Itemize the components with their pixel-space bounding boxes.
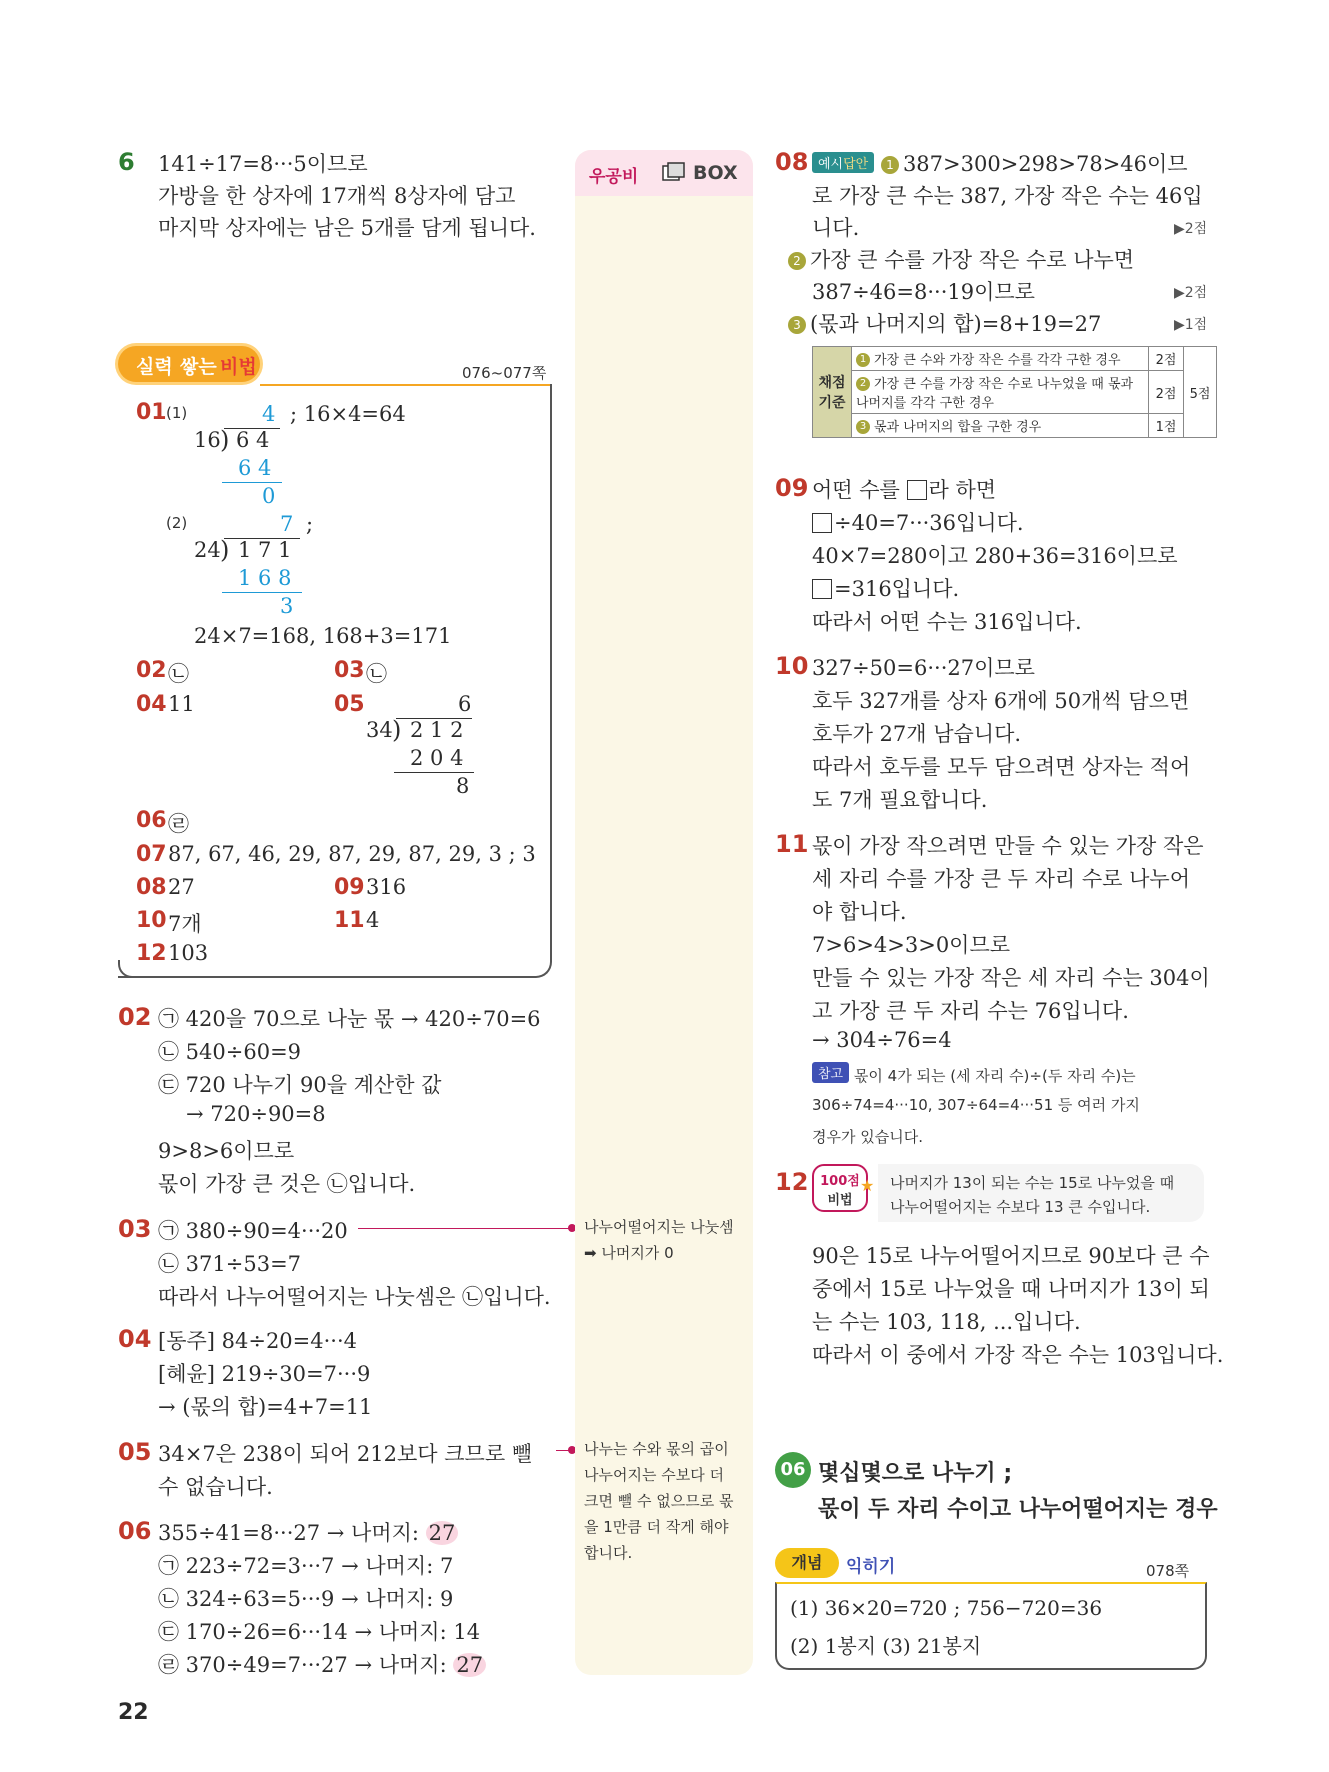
q-number: 01 bbox=[136, 400, 167, 425]
points: ▶2점 bbox=[1174, 285, 1208, 301]
reference-line: 306÷74=4···10, 307÷64=4···51 등 여러 가지 bbox=[812, 1096, 1140, 1114]
page-ref: 076~077쪽 bbox=[462, 364, 547, 382]
step-circle: 2 bbox=[856, 377, 870, 391]
note-line: 크면 뺄 수 없으므로 몫 bbox=[584, 1492, 734, 1510]
side-note bbox=[584, 1436, 733, 1566]
text-line: 호두가 27개 남습니다. bbox=[812, 722, 1022, 746]
note-line: 나누어떨어지는 나눗셈 bbox=[584, 1218, 734, 1236]
step-circle: 2 bbox=[788, 252, 806, 270]
answer: ㉣ bbox=[168, 812, 189, 836]
answer-number: 02 bbox=[118, 1003, 152, 1031]
side-box-header bbox=[575, 150, 753, 196]
text-line: 따라서 어떤 수는 316입니다. bbox=[812, 610, 1082, 634]
skill-badge bbox=[118, 346, 260, 382]
remainder: 8 bbox=[456, 774, 470, 798]
dividend: 2 1 2 bbox=[410, 718, 464, 742]
answer-number: 06 bbox=[118, 1517, 152, 1545]
text-line: ㉢ 720 나누기 90을 계산한 값 bbox=[158, 1073, 442, 1097]
subtrahend: 2 0 4 bbox=[410, 746, 464, 770]
text-line: ㉢ 170÷26=6···14 → 나머지: 14 bbox=[158, 1620, 481, 1644]
text-line bbox=[812, 573, 959, 603]
text-line: 만들 수 있는 가장 작은 세 자리 수는 304이 bbox=[812, 966, 1210, 990]
q-number: 11 bbox=[334, 908, 365, 933]
text-segment: =316입니다. bbox=[834, 577, 960, 601]
tip-line: 나누어떨어지는 수보다 13 큰 수입니다. bbox=[890, 1198, 1151, 1216]
total-points: 5점 bbox=[1184, 347, 1217, 438]
answer: 11 bbox=[168, 692, 195, 716]
row-points: 1점 bbox=[1149, 414, 1184, 438]
step-circle: 3 bbox=[788, 316, 806, 334]
text-line bbox=[788, 308, 1101, 338]
concept-tag: 개념 bbox=[775, 1548, 839, 1578]
scoring-table bbox=[812, 346, 1217, 438]
text-line: 40×7=280이고 280+36=316이므로 bbox=[812, 544, 1178, 568]
unit-subtitle: 몫이 두 자리 수이고 나누어떨어지는 경우 bbox=[818, 1497, 1218, 1522]
skill-badge-b: 쌓는 bbox=[180, 356, 217, 378]
part-label: (2) bbox=[166, 514, 188, 532]
skill-box-topline bbox=[260, 384, 550, 386]
step-circle: 3 bbox=[856, 420, 870, 434]
text-line: 중에서 15로 나누었을 때 나머지가 13이 되 bbox=[812, 1277, 1210, 1301]
dividend: 6 4 bbox=[236, 428, 270, 452]
unit-number: 06 bbox=[775, 1452, 811, 1488]
text-line: 9>8>6이므로 bbox=[158, 1139, 295, 1163]
answer-number: 10 bbox=[775, 652, 809, 680]
scoring-row bbox=[852, 371, 1149, 414]
side-note bbox=[584, 1214, 734, 1266]
blank-box bbox=[812, 579, 832, 599]
divisor: 34 bbox=[366, 718, 393, 742]
q-number: 03 bbox=[334, 658, 365, 683]
text-segment: ÷40=7···36입니다. bbox=[834, 511, 1024, 535]
quotient: 6 bbox=[458, 692, 472, 716]
text-line: 니다. bbox=[812, 216, 860, 240]
dividend: 1 7 1 bbox=[238, 538, 292, 562]
q-number: 08 bbox=[136, 875, 167, 900]
answer: 316 bbox=[366, 875, 407, 899]
skill-badge-a: 실력 bbox=[136, 356, 173, 378]
text-line: 387÷46=8···19이므로 bbox=[812, 280, 1035, 304]
note-line: ➡ 나머지가 0 bbox=[584, 1244, 674, 1262]
page-number: 22 bbox=[118, 1700, 149, 1725]
concept-line: (2) 1봉지 (3) 21봉지 bbox=[790, 1634, 982, 1658]
q-number: 10 bbox=[136, 908, 167, 933]
text-line: 마지막 상자에는 남은 5개를 담게 됩니다. bbox=[158, 216, 536, 240]
text-line: 몫이 가장 큰 것은 ㉡입니다. bbox=[158, 1172, 416, 1196]
text-line: [혜윤] 219÷30=7···9 bbox=[158, 1362, 371, 1386]
side-box-title-b: BOX bbox=[693, 162, 738, 184]
remainder: 0 bbox=[262, 484, 276, 508]
text-line: 도 7개 필요합니다. bbox=[812, 788, 988, 812]
highlight-value: 27 bbox=[426, 1521, 459, 1545]
answer-number: 09 bbox=[775, 474, 809, 502]
text-line: 따라서 이 중에서 가장 작은 수는 103입니다. bbox=[812, 1343, 1224, 1367]
step-circle: 1 bbox=[881, 156, 899, 174]
row-points: 2점 bbox=[1149, 347, 1184, 371]
answer-number: 04 bbox=[118, 1325, 152, 1353]
text-line: 90은 15로 나누어떨어지므로 90보다 큰 수 bbox=[812, 1244, 1210, 1268]
answer: 7개 bbox=[168, 912, 202, 936]
points: ▶2점 bbox=[1174, 221, 1208, 237]
text-line bbox=[158, 1649, 486, 1679]
text-line: ㉡ 324÷63=5···9 → 나머지: 9 bbox=[158, 1587, 454, 1611]
text-line: ㉠ 380÷90=4···20 bbox=[158, 1219, 348, 1243]
q-number: 09 bbox=[334, 875, 365, 900]
answer: 103 bbox=[168, 941, 209, 965]
note-line: 나누는 수와 몫의 곱이 bbox=[584, 1440, 729, 1458]
text-line: 호두 327개를 상자 6개에 50개씩 담으면 bbox=[812, 689, 1190, 713]
text-line: ㉠ 223÷72=3···7 → 나머지: 7 bbox=[158, 1554, 454, 1578]
row-text: 몫과 나머지의 합을 구한 경우 bbox=[874, 420, 1042, 435]
q-number: 12 bbox=[136, 941, 167, 966]
concept-line: (1) 36×20=720 ; 756−720=36 bbox=[790, 1596, 1103, 1620]
answer-number: 11 bbox=[775, 830, 809, 858]
remainder: 3 bbox=[280, 594, 294, 618]
side-box-title-a: 우공비 bbox=[589, 167, 639, 187]
text-line: [동주] 84÷20=4···4 bbox=[158, 1329, 358, 1353]
unit-title: 몇십몇으로 나누기 ; bbox=[818, 1461, 1013, 1486]
tag-b: 답안 bbox=[843, 157, 869, 172]
text-line: → 304÷76=4 bbox=[812, 1028, 952, 1052]
check-line: ; 16×4=64 bbox=[290, 402, 406, 426]
text-line: ㉡ 371÷53=7 bbox=[158, 1252, 302, 1276]
text-line bbox=[788, 244, 1134, 274]
text-line: 141÷17=8···5이므로 bbox=[158, 152, 368, 176]
answer: 87, 67, 46, 29, 87, 29, 87, 29, 3 ; 3 bbox=[168, 842, 536, 866]
box-icon bbox=[661, 160, 687, 184]
text-segment: 라 하면 bbox=[928, 478, 997, 502]
blank-box bbox=[907, 480, 927, 500]
text-segment: 387>300>298>78>46이므 bbox=[902, 152, 1188, 176]
note-line: 나누어지는 수보다 더 bbox=[584, 1466, 724, 1484]
page-ref: 078쪽 bbox=[1146, 1562, 1190, 1580]
quotient: 4 bbox=[262, 402, 276, 426]
text-segment: 몫이 4가 되는 (세 자리 수)÷(두 자리 수)는 bbox=[853, 1067, 1136, 1085]
concept-label: 익히기 bbox=[846, 1557, 896, 1577]
tip-line: 나머지가 13이 되는 수는 15로 나누었을 때 bbox=[890, 1174, 1175, 1192]
text-line: 수 없습니다. bbox=[158, 1475, 273, 1499]
text-line: 세 자리 수를 가장 큰 두 자리 수로 나누어 bbox=[812, 867, 1190, 891]
example-tag bbox=[812, 152, 874, 173]
text-line bbox=[812, 148, 1188, 178]
tip-badge-b: 비법 bbox=[827, 1193, 853, 1208]
subtrahend: 6 4 bbox=[238, 456, 272, 480]
skill-badge-c: 비법 bbox=[220, 356, 257, 378]
subtrahend: 1 6 8 bbox=[238, 566, 292, 590]
scoring-label: 채점 기준 bbox=[813, 347, 852, 438]
text-line: 로 가장 큰 수는 387, 가장 작은 수는 46입 bbox=[812, 184, 1203, 208]
row-points: 2점 bbox=[1149, 371, 1184, 414]
text-segment: ㉣ 370÷49=7···27 → 나머지: bbox=[158, 1653, 454, 1677]
text-line: → 720÷90=8 bbox=[186, 1102, 326, 1126]
star-icon: ★ bbox=[860, 1176, 875, 1195]
text-line: 따라서 나누어떨어지는 나눗셈은 ㉡입니다. bbox=[158, 1285, 551, 1309]
answer-number: 03 bbox=[118, 1215, 152, 1243]
tip-box bbox=[878, 1164, 1204, 1222]
text-line bbox=[158, 1517, 458, 1547]
row-text: 가장 큰 수와 가장 작은 수를 각각 구한 경우 bbox=[874, 353, 1121, 368]
note-line: 을 1만큼 더 작게 해야 bbox=[584, 1518, 729, 1536]
answer: ㉡ bbox=[168, 662, 189, 686]
q-number: 06 bbox=[136, 808, 167, 833]
semicolon: ; bbox=[306, 512, 314, 536]
text-line: → (몫의 합)=4+7=11 bbox=[158, 1395, 373, 1419]
text-line bbox=[812, 507, 1024, 537]
text-line: 34×7은 238이 되어 212보다 크므로 뺄 bbox=[158, 1442, 533, 1466]
quotient: 7 bbox=[280, 512, 294, 536]
q-number: 07 bbox=[136, 842, 167, 867]
reference-line: 경우가 있습니다. bbox=[812, 1128, 923, 1146]
highlight-value: 27 bbox=[453, 1653, 486, 1677]
reference-tag: 참고 bbox=[812, 1062, 849, 1083]
answer-number: 08 bbox=[775, 148, 809, 176]
divisor: 24 bbox=[194, 538, 221, 562]
row-text: 가장 큰 수를 가장 작은 수로 나누었을 때 몫과 나머지를 각각 구한 경우 bbox=[856, 377, 1134, 411]
text-line: 고 가장 큰 두 자리 수는 76입니다. bbox=[812, 999, 1129, 1023]
tip-badge-a: 100점 bbox=[820, 1174, 860, 1189]
tag-a: 예시 bbox=[818, 157, 844, 172]
q-number: 02 bbox=[136, 658, 167, 683]
text-line: 327÷50=6···27이므로 bbox=[812, 656, 1035, 680]
scoring-row bbox=[852, 414, 1149, 438]
text-line: 야 합니다. bbox=[812, 900, 907, 924]
answer-number: 12 bbox=[775, 1168, 809, 1196]
answer: 27 bbox=[168, 875, 195, 899]
answer: 4 bbox=[366, 908, 380, 932]
q-number: 05 bbox=[334, 692, 365, 717]
text-line: 는 수는 103, 118, ...입니다. bbox=[812, 1310, 1081, 1334]
check-line: 24×7=168, 168+3=171 bbox=[194, 624, 452, 648]
text-line: 몫이 가장 작으려면 만들 수 있는 가장 작은 bbox=[812, 834, 1204, 858]
text-segment: (몫과 나머지의 합)=8+19=27 bbox=[810, 312, 1102, 336]
text-line bbox=[812, 474, 996, 504]
pointer-line bbox=[358, 1228, 572, 1229]
text-line: ㉠ 420을 70으로 나눈 몫 → 420÷70=6 bbox=[158, 1007, 541, 1031]
answer: ㉡ bbox=[366, 662, 387, 686]
text-segment: 가장 큰 수를 가장 작은 수로 나누면 bbox=[810, 248, 1135, 272]
text-line: 가방을 한 상자에 17개씩 8상자에 담고 bbox=[158, 184, 516, 208]
answer-number: 05 bbox=[118, 1438, 152, 1466]
divisor: 16 bbox=[194, 428, 221, 452]
q-number: 04 bbox=[136, 692, 167, 717]
text-line: 7>6>4>3>0이므로 bbox=[812, 933, 1011, 957]
text-segment: 어떤 수를 bbox=[812, 478, 907, 502]
text-segment: 355÷41=8···27 → 나머지: bbox=[158, 1521, 426, 1545]
points: ▶1점 bbox=[1174, 317, 1208, 333]
note-line: 합니다. bbox=[584, 1544, 633, 1562]
text-line: 따라서 호두를 모두 담으려면 상자는 적어 bbox=[812, 755, 1191, 779]
step-circle: 1 bbox=[856, 353, 870, 367]
part-label: (1) bbox=[166, 404, 188, 422]
answer-number: 6 bbox=[118, 148, 135, 176]
text-line: ㉡ 540÷60=9 bbox=[158, 1040, 302, 1064]
blank-box bbox=[812, 513, 832, 533]
reference-line bbox=[812, 1062, 1136, 1086]
scoring-row bbox=[852, 347, 1149, 371]
